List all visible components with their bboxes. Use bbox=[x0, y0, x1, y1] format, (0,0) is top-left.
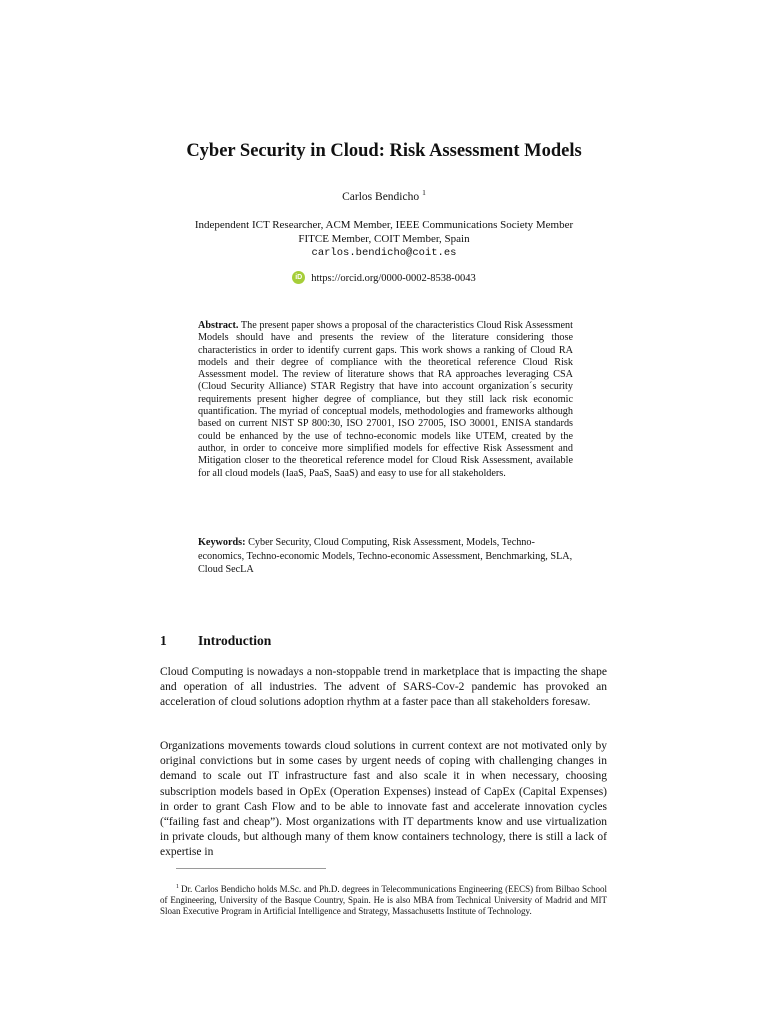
footnote-mark: 1 bbox=[176, 884, 179, 890]
affiliation-line: FITCE Member, COIT Member, Spain bbox=[298, 233, 470, 245]
body-paragraph: Organizations movements towards cloud solutions in current context are not motivated only by original convictions but in some cases by urgent needs of coping with challenging changes in demand to scale out IT infrastructure fast and also scale it in when necessary, choosing subscription models based in OpEx (Operation Expenses) instead of CapEx (Capital Expenses) in order to grant Cash Flow and to be able to innovate fast and accelerate innovation cycles (“failing fast and cheap”). Most organizations with IT departments know and use virtualization in private clouds, but although many of them know containers technology, there is still a lack of expertise in bbox=[160, 740, 607, 858]
abstract-label: Abstract. bbox=[198, 320, 239, 331]
abstract-text: The present paper shows a proposal of the characteristics Cloud Risk Assessment Models should have and presents the review of the literature considering those characteristics in order to identify current gaps. This work shows a ranking of Cloud RA models and their degree of compliance with the theoretical reference Cloud Risk Assessment model. The review of literature shows that RA approaches leveraging CSA (Cloud Security Alliance) STAR Registry that have into account organization´s security requirements present higher degree of compliance, but they still lack risk economic quantification. The myriad of conceptual models, methodologies and frameworks although based on current NIST SP 800:30, ISO 27001, ISO 27005, ISO 30001, ENISA standards could be enhanced by the use of techno-economic models like UTEM, created by the author, in order to conceive more simplified models for effective Risk Assessment and Mitigation closer to the theoretical reference model for Cloud Risk Assessment, available for all cloud models (IaaS, PaaS, SaaS) and easy to use for all stakeholders. bbox=[198, 320, 573, 479]
footnote-text: Dr. Carlos Bendicho holds M.Sc. and Ph.D. degrees in Telecommunications Engineering (EECS) from Bilbao School of Engineering, University of the Basque Country, Spain. He is also MBA from Technical University of Madrid and MIT Sloan Executive Program in Artificial Intelligence and Strategy, Massachusetts Institute of Technology. bbox=[160, 884, 607, 917]
author-email[interactable]: carlos.bendicho@coit.es bbox=[311, 247, 457, 259]
keywords-text: Cyber Security, Cloud Computing, Risk Assessment, Models, Techno-economics, Techno-economic Models, Techno-economic Assessment, Benchmarking, SLA, Cloud SecLA bbox=[198, 537, 573, 576]
paper-title: Cyber Security in Cloud: Risk Assessment Models bbox=[186, 141, 582, 161]
orcid-icon: iD bbox=[292, 271, 305, 284]
orcid-line bbox=[0, 272, 768, 285]
author-line bbox=[0, 188, 768, 203]
body-paragraph: Cloud Computing is nowadays a non-stoppable trend in marketplace that is impacting the shape and operation of all industries. The advent of SARS-Cov-2 pandemic has provoked an acceleration of cloud solutions adoption rhythm at a faster pace than all stakeholders foresaw. bbox=[160, 666, 607, 709]
section-title: Introduction bbox=[198, 633, 272, 648]
author-name: Carlos Bendicho bbox=[342, 191, 420, 203]
affiliation-block bbox=[0, 218, 768, 260]
keywords bbox=[198, 536, 573, 577]
section-heading bbox=[160, 633, 271, 649]
abstract bbox=[198, 320, 573, 480]
keywords-label: Keywords: bbox=[198, 537, 246, 548]
author-footnote-mark: 1 bbox=[422, 188, 426, 197]
affiliation-line: Independent ICT Researcher, ACM Member, IEEE Communications Society Member bbox=[194, 219, 574, 231]
footnote bbox=[160, 882, 607, 918]
orcid-link[interactable]: https://orcid.org/0000-0002-8538-0043 bbox=[311, 272, 476, 284]
footnote-divider bbox=[176, 868, 326, 869]
section-number: 1 bbox=[160, 633, 167, 648]
